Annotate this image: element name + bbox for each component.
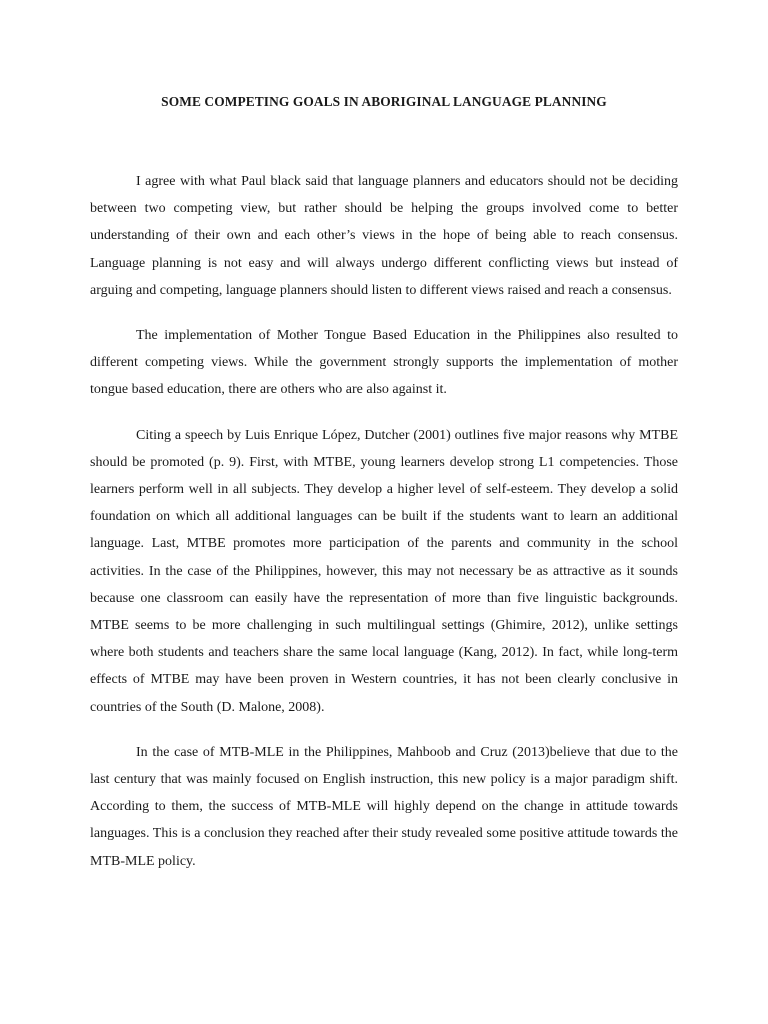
- document-title: SOME COMPETING GOALS IN ABORIGINAL LANGUAGE PLANNING: [161, 94, 607, 109]
- paragraph-3: Citing a speech by Luis Enrique López, Dutcher (2001) outlines five major reasons why MTBE should be promoted (p. 9). First, with MTBE, young learners develop strong L1 competencies. Those learners perform well in all subjects. They develop a higher level of self-esteem. They develop a solid foundation on which all additional languages can be built if the students want to learn an additional language. Last, MTBE promotes more participation of the parents and community in the school activities. In the case of the Philippines, however, this may not necessary be as attractive as it sounds because one classroom can easily have the representation of more than five linguistic backgrounds. MTBE seems to be more challenging in such multilingual settings (Ghimire, 2012), unlike settings where both students and teachers share the same local language (Kang, 2012). In fact, while long-term effects of MTBE may have been proven in Western countries, it has not been clearly conclusive in countries of the South (D. Malone, 2008).: [90, 427, 678, 715]
- document-body: [90, 168, 678, 893]
- paragraph-2: The implementation of Mother Tongue Based Education in the Philippines also resulted to different competing views. While the government strongly supports the implementation of mother tongue based education, there are others who are also against it.: [90, 328, 678, 398]
- paragraph-4: In the case of MTB-MLE in the Philippines, Mahboob and Cruz (2013)believe that due to the last century that was mainly focused on English instruction, this new policy is a major paradigm shift. According to them, the success of MTB-MLE will highly depend on the change in attitude towards languages. This is a conclusion they reached after their study revealed some positive attitude towards the MTB-MLE policy.: [90, 744, 678, 869]
- paragraph-1: I agree with what Paul black said that language planners and educators should not be deciding between two competing view, but rather should be helping the groups involved come to better understanding of their own and each other’s views in the hope of being able to reach consensus. Language planning is not easy and will always undergo different conflicting views but instead of arguing and competing, language planners should listen to different views raised and reach a consensus.: [90, 174, 678, 298]
